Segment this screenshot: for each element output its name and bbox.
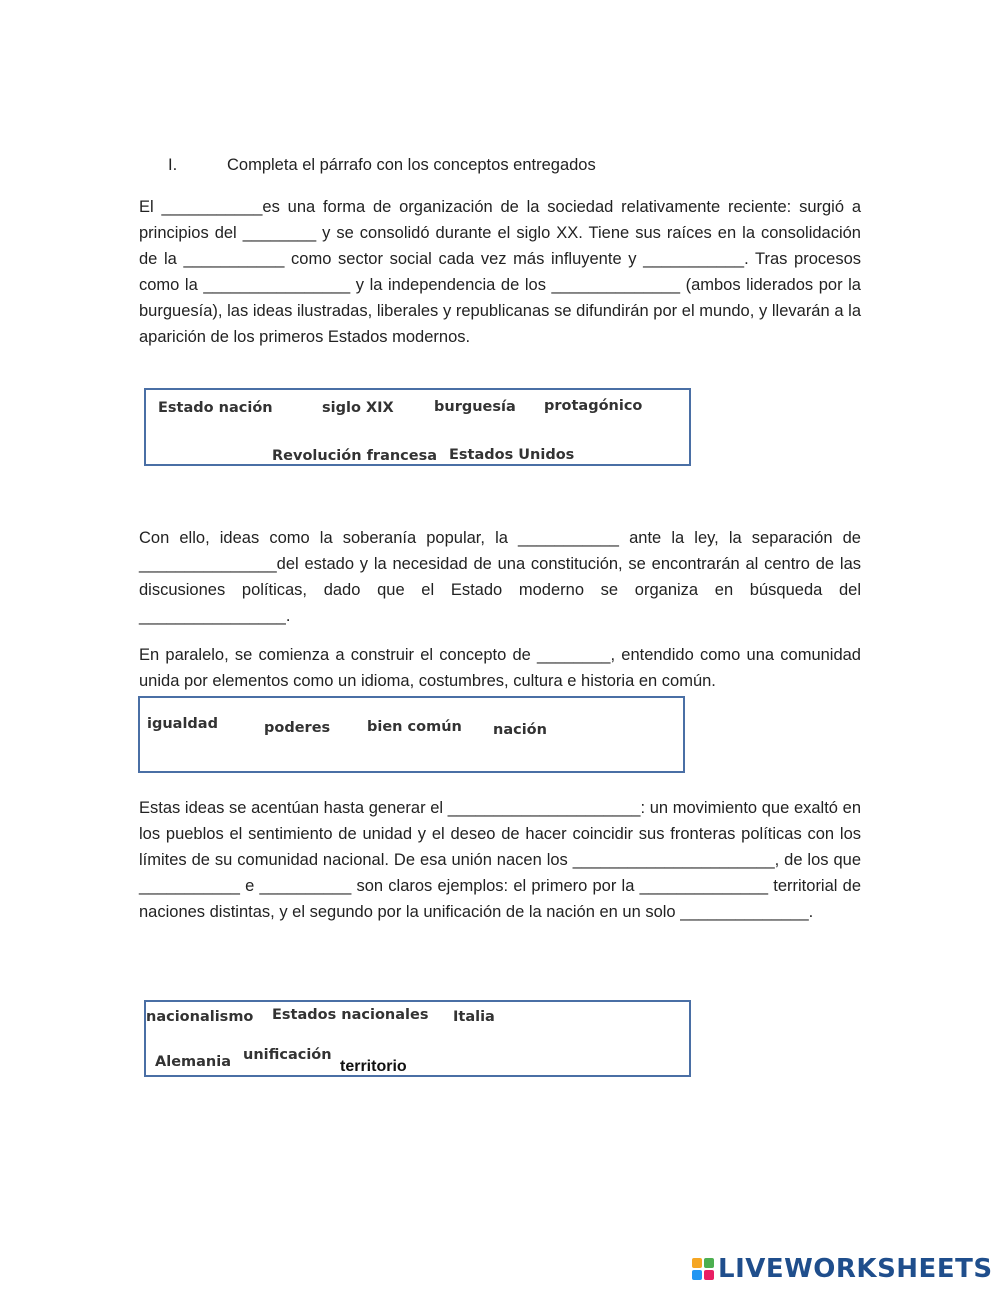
word-bank-item: igualdad xyxy=(147,716,218,732)
paragraph-1: El ___________es una forma de organización de la sociedad relativamente reciente: surgió a principios del ________ y se consolidó durante el siglo XX. Tiene sus raíces en la consolidación de la ___________ como sector social cada vez más influyente y ___________. Tras procesos como la ________________ y la independencia de los ______________ (ambos liderados por la burguesía), las ideas ilustradas, liberales y republicanas se difundirán por el mundo, y llevarán a la aparición de los primeros Estados modernos. xyxy=(139,198,861,346)
word-bank-item: Alemania xyxy=(155,1054,231,1070)
word-bank-1 xyxy=(144,388,691,466)
word-bank-item: protagónico xyxy=(544,398,643,414)
word-bank-2 xyxy=(138,696,685,773)
word-bank-item: Estados nacionales xyxy=(272,1007,429,1023)
word-bank-item: Estado nación xyxy=(158,400,273,416)
word-bank-item: Italia xyxy=(453,1009,495,1025)
word-bank-item: nación xyxy=(493,722,547,738)
word-bank-item: unificación xyxy=(243,1047,332,1063)
word-bank-item: burguesía xyxy=(434,399,516,415)
paragraph-2: Con ello, ideas como la soberanía popular, la ___________ ante la ley, la separación de _______________del estado y la necesidad de una constitución, se encontrarán al centro de las discusiones políticas, dado que el Estado moderno se organiza en búsqueda del ________________. xyxy=(139,529,861,625)
word-bank-3 xyxy=(144,1000,691,1077)
exercise-instruction: Completa el párrafo con los conceptos entregados xyxy=(227,156,596,174)
word-bank-item: nacionalismo xyxy=(146,1009,254,1025)
word-bank-item: Revolución francesa xyxy=(272,448,438,464)
paragraph-4: Estas ideas se acentúan hasta generar el _____________________: un movimiento que exaltó en los pueblos el sentimiento de unidad y el deseo de hacer coincidir sus fronteras políticas con los límites de su comunidad nacional. De esa unión nacen los ______________________, de los que ___________ e __________ son claros ejemplos: el primero por la ______________ territorial de naciones distintas, y el segundo por la unificación de la nación en un solo ______________. xyxy=(139,799,861,921)
liveworksheets-logo xyxy=(692,1253,993,1285)
word-bank-item: territorio xyxy=(340,1058,407,1075)
word-bank-item: poderes xyxy=(264,720,331,736)
word-bank-item: bien común xyxy=(367,719,462,735)
logo-text: LIVEWORKSHEETS xyxy=(718,1254,993,1284)
paragraph-3: En paralelo, se comienza a construir el concepto de ________, entendido como una comunidad unida por elementos como un idioma, costumbres, cultura e historia en común. xyxy=(139,646,861,690)
exercise-heading xyxy=(168,156,596,175)
exercise-number: I. xyxy=(168,156,178,174)
word-bank-item: siglo XIX xyxy=(322,400,394,416)
liveworksheets-logo-icon xyxy=(692,1258,714,1280)
word-bank-item: Estados Unidos xyxy=(449,447,575,463)
